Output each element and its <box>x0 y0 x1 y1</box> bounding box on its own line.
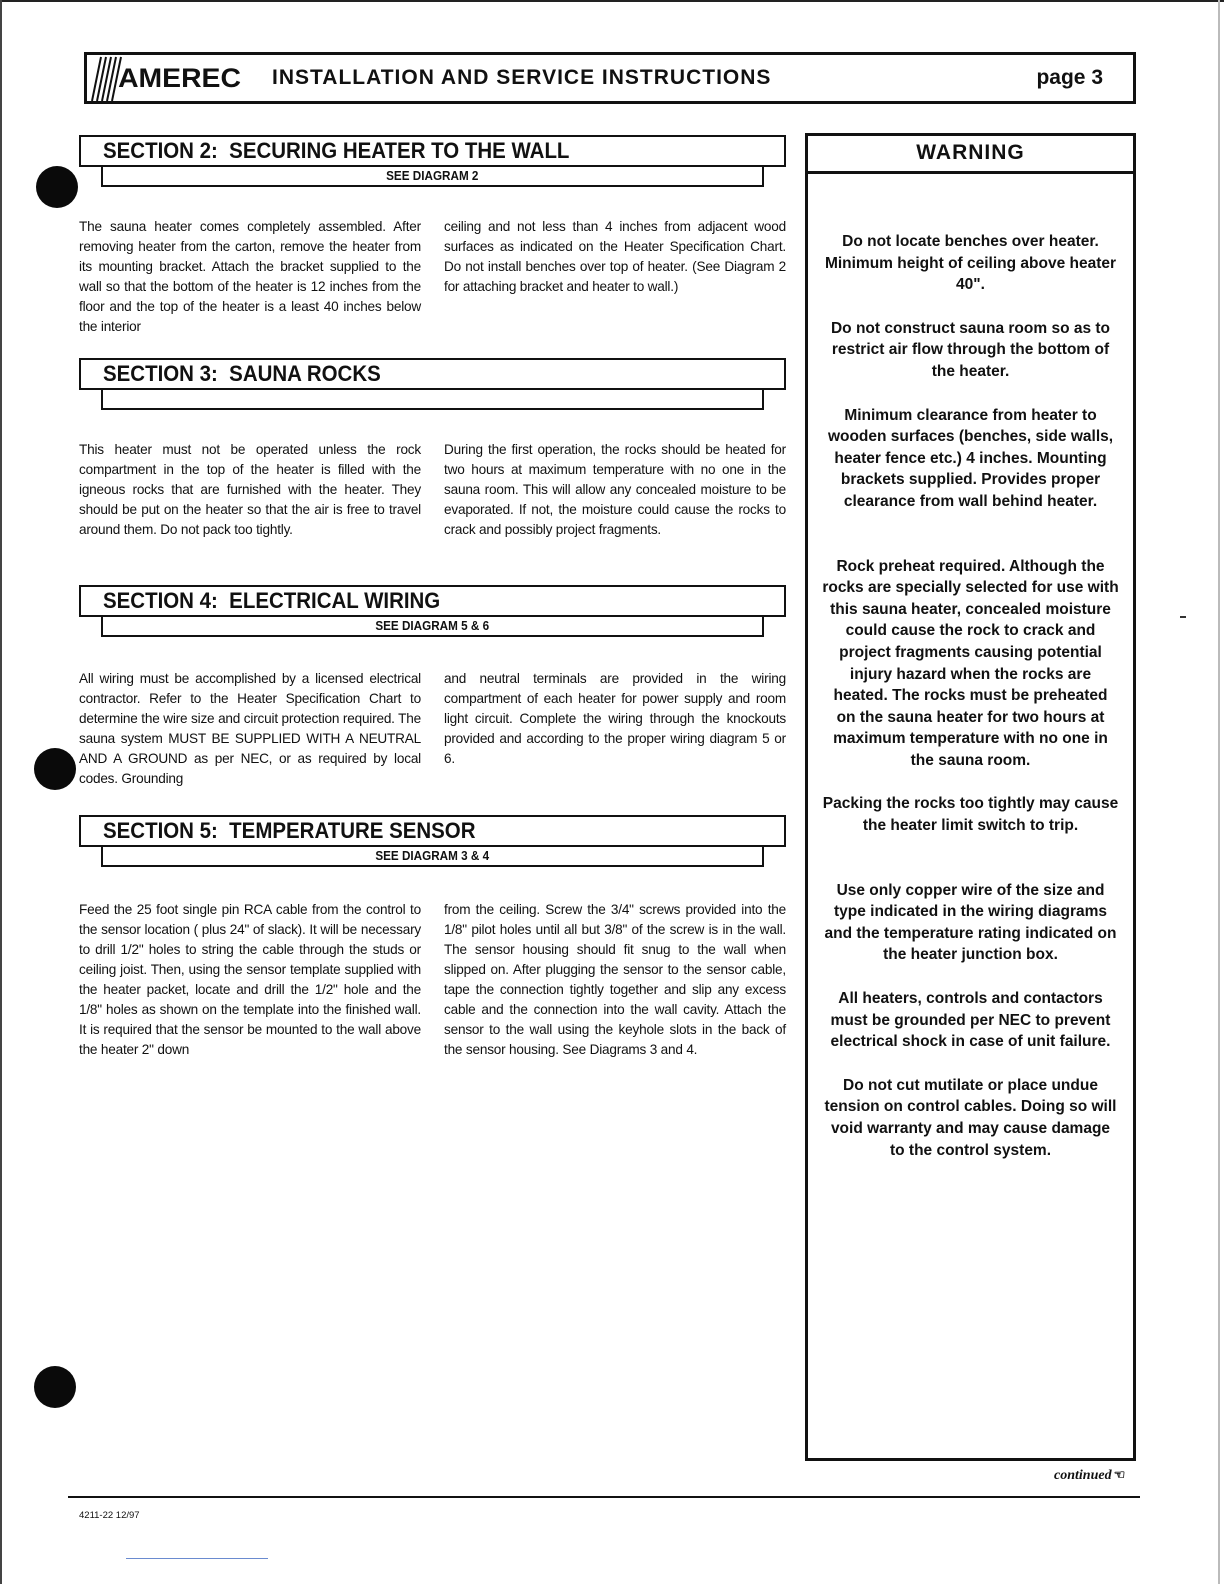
scan-artifact-mark <box>1180 616 1186 618</box>
section-4-subheading <box>101 617 764 637</box>
section-5-diagram-ref: SEE DIAGRAM 3 & 4 <box>375 848 490 863</box>
page-number: page 3 <box>1036 66 1103 89</box>
section-5-heading <box>79 815 786 847</box>
section-3-left-text: This heater must not be operated unless the rock compartment in the top of the heater is filled with the igneous rocks that are furnished with the heater. They should be put on the heater so that the air is free to travel around them. Do not pack too tightly. <box>79 442 421 537</box>
page-edge-left <box>0 0 2 1584</box>
section-5-right-text: from the ceiling. Screw the 3/4" screws provided into the 1/8" pilot holes until all but 3/8" of the screw is in the wall. The sensor housing should fit snug to the wall when slipped on. After plugging the sensor to the sensor cable, tape the connection tightly together and slip any excess cable and the connection into the wall cavity. Attach the sensor to the wall using the keyhole slots in the back of the sensor housing. See Diagrams 3 and 4. <box>444 902 786 1057</box>
section-5-subheading <box>101 847 764 867</box>
page-edge-right <box>1218 0 1220 1584</box>
section-3-right-text: During the first operation, the rocks should be heated for two hours at maximum temperature with no one in the sauna room. This will allow any concealed moisture to be evaporated. If not, the moisture could cause the rocks to crack and possibly project fragments. <box>444 442 786 537</box>
section-2-left-text: The sauna heater comes completely assembled. After removing heater from the carton, remove the heater from its mounting bracket. Attach the bracket supplied to the wall so that the bottom of the heater is 12 inches from the floor and the top of the heater is a least 40 inches below the interior <box>79 219 421 334</box>
warning-item: Rock preheat required. Although the rocks are specially selected for use with this sauna heater, concealed moisture could cause the rock to crack and project fragments causing potential injury hazard when the rocks are heated. The rocks must be preheated on the sauna heater for two hours at maximum temperature with no one in the sauna room. <box>822 557 1119 769</box>
section-4-diagram-ref: SEE DIAGRAM 5 & 6 <box>375 618 490 633</box>
warning-item: Use only copper wire of the size and type indicated in the wiring diagrams and the temperature rating indicated on the heater junction box. <box>824 881 1117 964</box>
section-3-title: SECTION 3: SAUNA ROCKS <box>103 361 381 386</box>
section-2-diagram-ref: SEE DIAGRAM 2 <box>386 168 479 183</box>
warning-item: Do not locate benches over heater. Minimum height of ceiling above heater 40". <box>824 233 1117 294</box>
warning-item: Packing the rocks too tightly may cause the heater limit switch to trip. <box>822 795 1119 835</box>
page-edge-top <box>0 0 1224 2</box>
section-3-heading <box>79 358 786 390</box>
continued-note <box>1054 1467 1125 1484</box>
warning-items <box>808 174 1133 1161</box>
section-3-subheading <box>101 390 764 410</box>
logo-text: AMEREC <box>118 62 241 93</box>
section-2-heading <box>79 135 786 167</box>
punch-hole-bottom <box>34 1366 76 1408</box>
warning-item: Do not construct sauna room so as to restrict air flow through the bottom of the heater. <box>830 319 1111 380</box>
warning-item: All heaters, controls and contactors must be grounded per NEC to prevent electrical shock in case of unit failure. <box>830 990 1111 1051</box>
warning-item: Do not cut mutilate or place undue tension on control cables. Doing so will void warranty and may cause damage to the control system. <box>824 1076 1117 1159</box>
section-4-heading <box>79 585 786 617</box>
section-2-title: SECTION 2: SECURING HEATER TO THE WALL <box>103 138 570 163</box>
warning-box <box>805 133 1136 1461</box>
section-5-left-text: Feed the 25 foot single pin RCA cable from the control to the sensor location ( plus 24" of slack). It will be necessary to drill 1/2" holes to string the cable through the studs or ceiling joist. Then, using the sensor template supplied with the heater packet, locate and drill the 1/2" hole and the 1/8" holes as shown on the template into the finished wall. It is required that the sensor be mounted to the wall above the heater 2" down <box>79 902 421 1057</box>
amerec-logo <box>87 55 241 101</box>
section-2-subheading <box>101 167 764 187</box>
punch-hole-middle <box>34 748 76 790</box>
footer-rule <box>68 1496 1140 1498</box>
section-2-right-text: ceiling and not less than 4 inches from adjacent wood surfaces as indicated on the Heater Specification Chart. Do not install benches over top of heater. (See Diagram 2 for attaching bracket and heater to wall.) <box>444 219 786 294</box>
page-header <box>84 52 1136 104</box>
warning-item: Minimum clearance from heater to wooden surfaces (benches, side walls, heater fence etc.) 4 inches. Mounting brackets supplied. Provides proper clearance from wall behind heater. <box>827 406 1114 510</box>
section-4-title: SECTION 4: ELECTRICAL WIRING <box>103 588 441 613</box>
continued-text: continued <box>1054 1468 1112 1483</box>
section-5-title: SECTION 5: TEMPERATURE SENSOR <box>103 818 476 843</box>
scan-artifact-line <box>126 1558 268 1559</box>
warning-title: WARNING <box>808 136 1133 174</box>
document-title: INSTALLATION AND SERVICE INSTRUCTIONS <box>272 66 772 89</box>
document-code: 4211-22 12/97 <box>79 1510 140 1521</box>
continued-arrow-icon: ☜ <box>1113 1467 1126 1482</box>
section-4-left-text: All wiring must be accomplished by a licensed electrical contractor. Refer to the Heater Specification Chart to determine the wire size and circuit protection required. The sauna system MUST BE SUPPLIED WITH A NEUTRAL AND A GROUND as per NEC, or as required by local codes. Grounding <box>79 671 421 786</box>
section-4-right-text: and neutral terminals are provided in the wiring compartment of each heater for power supply and room light circuit. Complete the wiring through the knockouts provided and according to the proper wiring diagram 5 or 6. <box>444 671 786 766</box>
punch-hole-top <box>36 166 78 208</box>
